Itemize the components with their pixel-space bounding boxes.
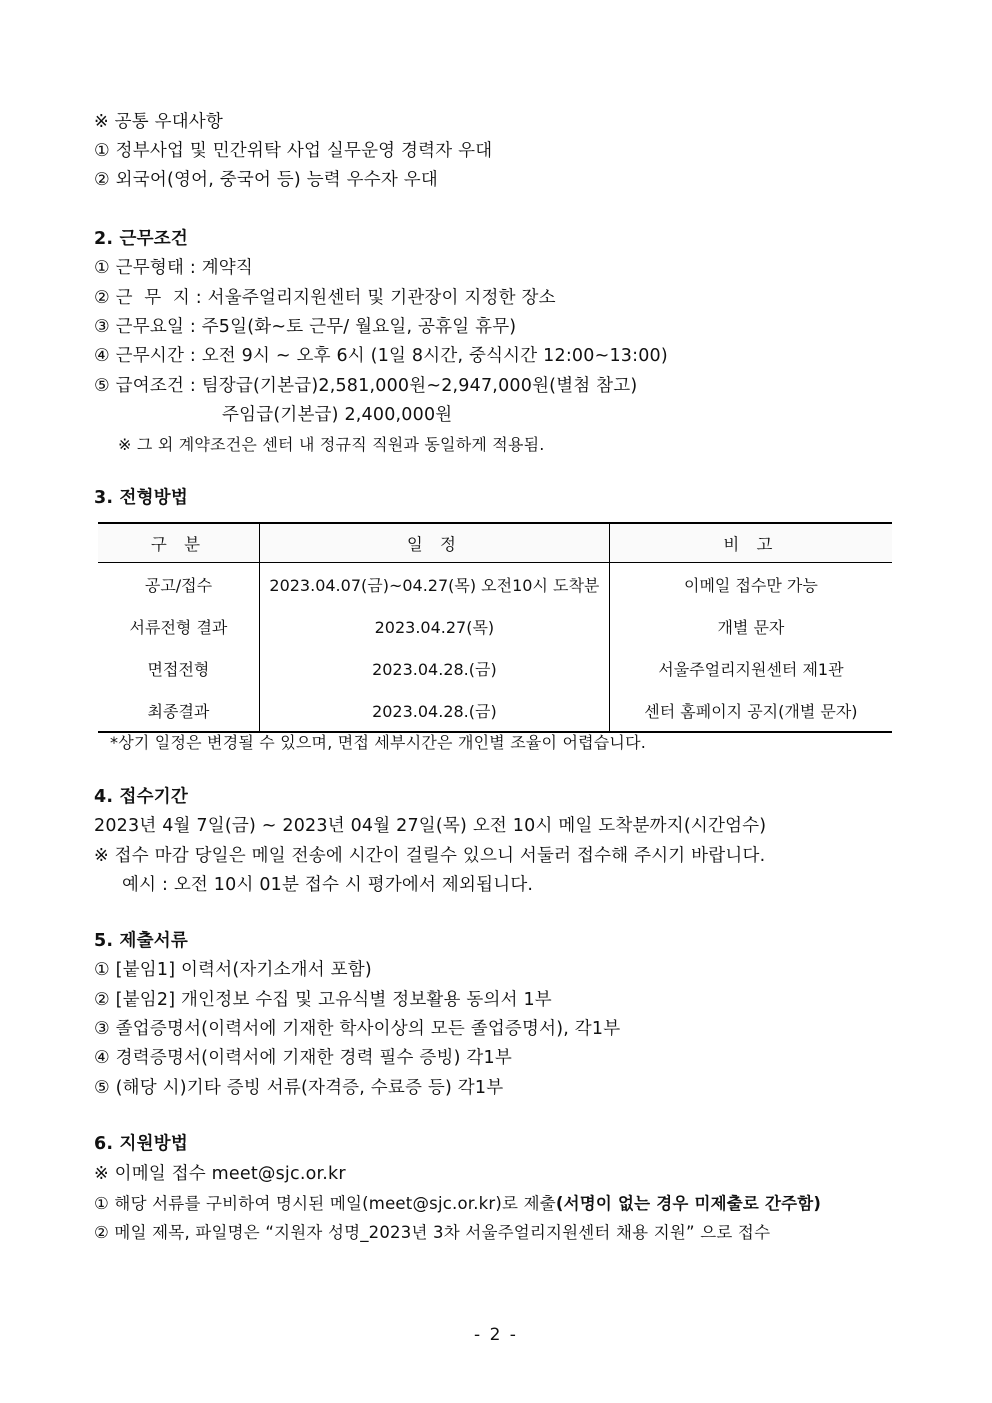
- header-schedule: 일 정: [259, 523, 609, 563]
- table-row: [98, 689, 892, 732]
- table-cell: 최종결과: [98, 689, 259, 732]
- table-cell: 면접전형: [147, 659, 210, 679]
- table-header-row: [98, 523, 892, 563]
- contract-note: ※ 그 외 계약조건은 센터 내 정규직 직원과 동일하게 적용됨.: [118, 435, 545, 454]
- header-category: 구 분: [98, 523, 259, 563]
- table-cell: 서울주얼리지원센터 제1관: [609, 647, 892, 689]
- mail-title-instruction: ② 메일 제목, 파일명은 “지원자 성명_2023년 3차 서울주얼리지원센터 채용 지원” 으로 접수: [94, 1223, 771, 1242]
- preference-title: ※ 공통 우대사항: [94, 112, 224, 132]
- table-cell: 2023.04.28.(금): [259, 689, 609, 732]
- document-item-1: ① [붙임1] 이력서(자기소개서 포함): [94, 960, 372, 980]
- salary: ⑤ 급여조건 : 팀장급(기본급)2,581,000원~2,947,000원(별첨 참고): [94, 376, 638, 396]
- schedule-note: *상기 일정은 변경될 수 있으며, 면접 세부시간은 개인별 조율이 어렵습니다.: [110, 733, 647, 752]
- section6-heading: 6. 지원방법: [94, 1134, 188, 1154]
- table-cell: 2023.04.28.(금): [259, 647, 609, 689]
- table-cell: 서류전형 결과: [129, 617, 228, 637]
- section4-heading: 4. 접수기간: [94, 787, 188, 807]
- work-hours: ④ 근무시간 : 오전 9시 ~ 오후 6시 (1일 8시간, 중식시간 12:00~13:00): [94, 346, 668, 366]
- page-number: - 2 -: [474, 1325, 518, 1345]
- section5-heading: 5. 제출서류: [94, 931, 188, 951]
- table-cell: 2023.04.07(금)~04.27(목) 오전10시 도착분: [259, 563, 609, 606]
- deadline-note: ※ 접수 마감 당일은 메일 전송에 시간이 걸릴수 있으니 서둘러 접수해 주시기 바랍니다.: [94, 846, 766, 866]
- table-row: [98, 605, 892, 647]
- section2-heading: 2. 근무조건: [94, 229, 188, 249]
- table-row: [98, 647, 892, 689]
- work-place: ② 근 무 지 : 서울주얼리지원센터 및 기관장이 지정한 장소: [94, 288, 556, 308]
- table-cell: 이메일 접수만 가능: [609, 563, 892, 606]
- header-remarks: 비 고: [609, 523, 892, 563]
- deadline-example: 예시 : 오전 10시 01분 접수 시 평가에서 제외됩니다.: [122, 875, 534, 895]
- email-line: ※ 이메일 접수 meet@sjc.or.kr: [94, 1164, 346, 1184]
- document-item-3: ③ 졸업증명서(이력서에 기재한 학사이상의 모든 졸업증명서), 각1부: [94, 1019, 621, 1039]
- table-row: [98, 563, 892, 606]
- table-cell: 센터 홈페이지 공지(개별 문자): [609, 689, 892, 732]
- work-type: ① 근무형태 : 계약직: [94, 258, 254, 278]
- schedule-table: [98, 522, 892, 733]
- salary-line2: 주임급(기본급) 2,400,000원: [222, 405, 453, 425]
- submit-instruction-text: ① 해당 서류를 구비하여 명시된 메일(meet@sjc.or.kr)로 제출: [94, 1194, 556, 1213]
- table-cell: 공고/접수: [144, 575, 213, 595]
- application-period: 2023년 4월 7일(금) ~ 2023년 04월 27일(목) 오전 10시 메일 도착분까지(시간엄수): [94, 816, 767, 836]
- table-cell: 개별 문자: [609, 605, 892, 647]
- preference-item-2: ② 외국어(영어, 중국어 등) 능력 우수자 우대: [94, 170, 438, 190]
- work-days: ③ 근무요일 : 주5일(화~토 근무/ 월요일, 공휴일 휴무): [94, 317, 517, 337]
- table-cell: 2023.04.27(목): [259, 605, 609, 647]
- preference-item-1: ① 정부사업 및 민간위탁 사업 실무운영 경력자 우대: [94, 141, 493, 161]
- document-item-4: ④ 경력증명서(이력서에 기재한 경력 필수 증빙) 각1부: [94, 1048, 512, 1068]
- signature-warning: (서명이 없는 경우 미제출로 간주함): [555, 1194, 822, 1213]
- document-item-2: ② [붙임2] 개인정보 수집 및 고유식별 정보활용 동의서 1부: [94, 990, 552, 1010]
- document-item-5: ⑤ (해당 시)기타 증빙 서류(자격증, 수료증 등) 각1부: [94, 1078, 504, 1098]
- submit-instruction: [94, 1192, 821, 1216]
- section3-heading: 3. 전형방법: [94, 488, 188, 508]
